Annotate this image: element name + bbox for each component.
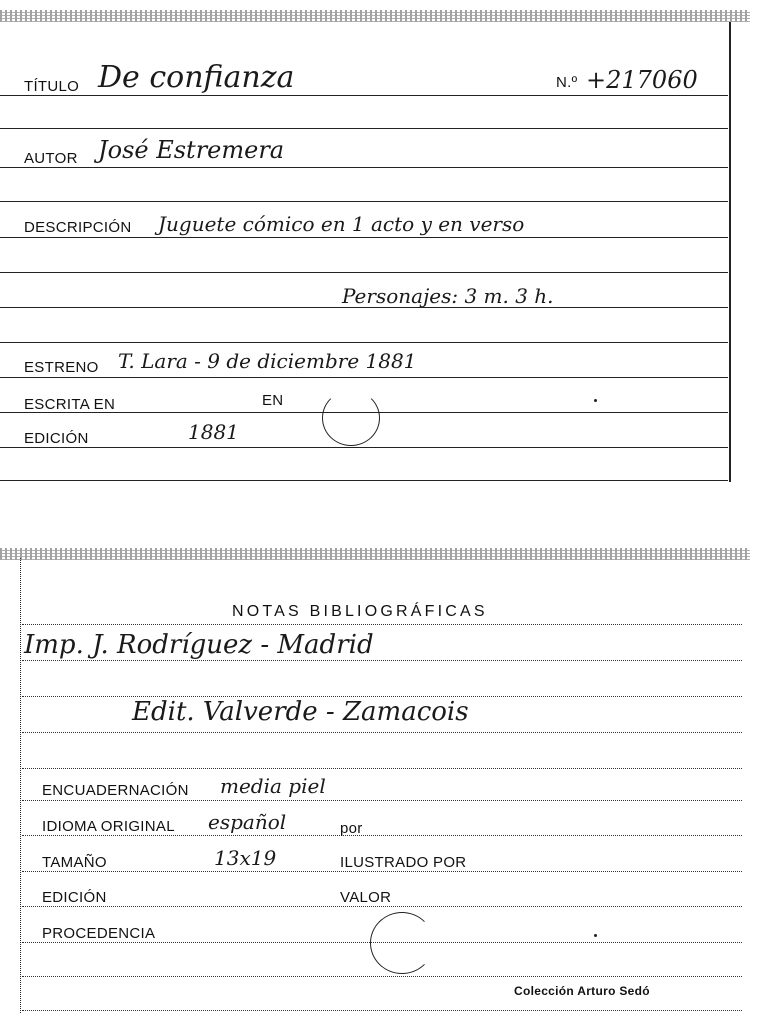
escrita-en-label: ESCRITA EN bbox=[24, 396, 116, 413]
tamano-label: TAMAÑO bbox=[42, 854, 107, 871]
coleccion-credit: Colección Arturo Sedó bbox=[514, 984, 650, 998]
card-bottom-left-border bbox=[20, 558, 21, 1013]
autor-value: José Estremera bbox=[98, 136, 285, 164]
descripcion-value: Juguete cómico en 1 acto y en verso bbox=[158, 212, 525, 236]
dotted-rule-1 bbox=[22, 624, 742, 625]
rule-edicion bbox=[0, 447, 728, 448]
autor-label: AUTOR bbox=[24, 150, 78, 167]
rule-descripcion bbox=[0, 237, 728, 238]
estreno-value: T. Lara - 9 de diciembre 1881 bbox=[118, 349, 417, 373]
rule-estreno bbox=[0, 377, 728, 378]
titulo-label: TÍTULO bbox=[24, 78, 80, 95]
card-top-edge-texture bbox=[0, 10, 750, 22]
faded-stamp-mark-bottom bbox=[370, 912, 434, 974]
card-top-right-border bbox=[729, 22, 731, 482]
descripcion-label: DESCRIPCIÓN bbox=[24, 219, 132, 236]
faded-stamp-mark bbox=[322, 390, 380, 446]
ink-dot bbox=[594, 399, 597, 402]
idioma-value: español bbox=[208, 810, 287, 834]
nota-editorial: Edit. Valverde - Zamacois bbox=[132, 697, 469, 727]
card-bottom-edge-texture bbox=[0, 548, 750, 560]
procedencia-label: PROCEDENCIA bbox=[42, 925, 156, 942]
numero-value: +217060 bbox=[586, 66, 698, 94]
dotted-rule-8 bbox=[22, 871, 742, 872]
notas-bibliograficas-title: NOTAS BIBLIOGRÁFICAS bbox=[232, 603, 488, 620]
dotted-rule-9 bbox=[22, 906, 742, 907]
nota-imprenta: Imp. J. Rodríguez - Madrid bbox=[24, 630, 374, 660]
rule-bottom bbox=[0, 480, 728, 481]
ilustrado-por-label: ILUSTRADO POR bbox=[340, 854, 467, 871]
tamano-value: 13x19 bbox=[214, 846, 277, 870]
descripcion-value-2: Personajes: 3 m. 3 h. bbox=[342, 284, 554, 308]
idioma-label: IDIOMA ORIGINAL bbox=[42, 818, 175, 835]
rule-4 bbox=[0, 342, 728, 343]
por-label: por bbox=[340, 820, 363, 837]
rule-1 bbox=[0, 128, 728, 129]
rule-autor bbox=[0, 167, 728, 168]
titulo-value: De confianza bbox=[98, 60, 295, 95]
dotted-rule-5 bbox=[22, 768, 742, 769]
ink-dot-bottom bbox=[594, 934, 597, 937]
dotted-rule-7 bbox=[22, 835, 742, 836]
dotted-rule-11 bbox=[22, 976, 742, 977]
encuadernacion-value: media piel bbox=[220, 774, 326, 798]
rule-2 bbox=[0, 201, 728, 202]
valor-label: VALOR bbox=[340, 889, 392, 906]
rule-titulo bbox=[0, 95, 728, 96]
edicion-label: EDICIÓN bbox=[24, 430, 89, 447]
dotted-rule-4 bbox=[22, 732, 742, 733]
dotted-rule-2 bbox=[22, 660, 742, 661]
en-label: EN bbox=[262, 392, 284, 409]
rule-3 bbox=[0, 272, 728, 273]
edicion-bottom-label: EDICIÓN bbox=[42, 889, 107, 906]
estreno-label: ESTRENO bbox=[24, 359, 99, 376]
numero-label: N.º bbox=[556, 74, 578, 91]
dotted-rule-6 bbox=[22, 800, 742, 801]
edicion-value: 1881 bbox=[188, 420, 239, 444]
catalog-card-top bbox=[0, 0, 750, 492]
dotted-rule-12 bbox=[22, 1010, 742, 1011]
encuadernacion-label: ENCUADERNACIÓN bbox=[42, 782, 189, 799]
